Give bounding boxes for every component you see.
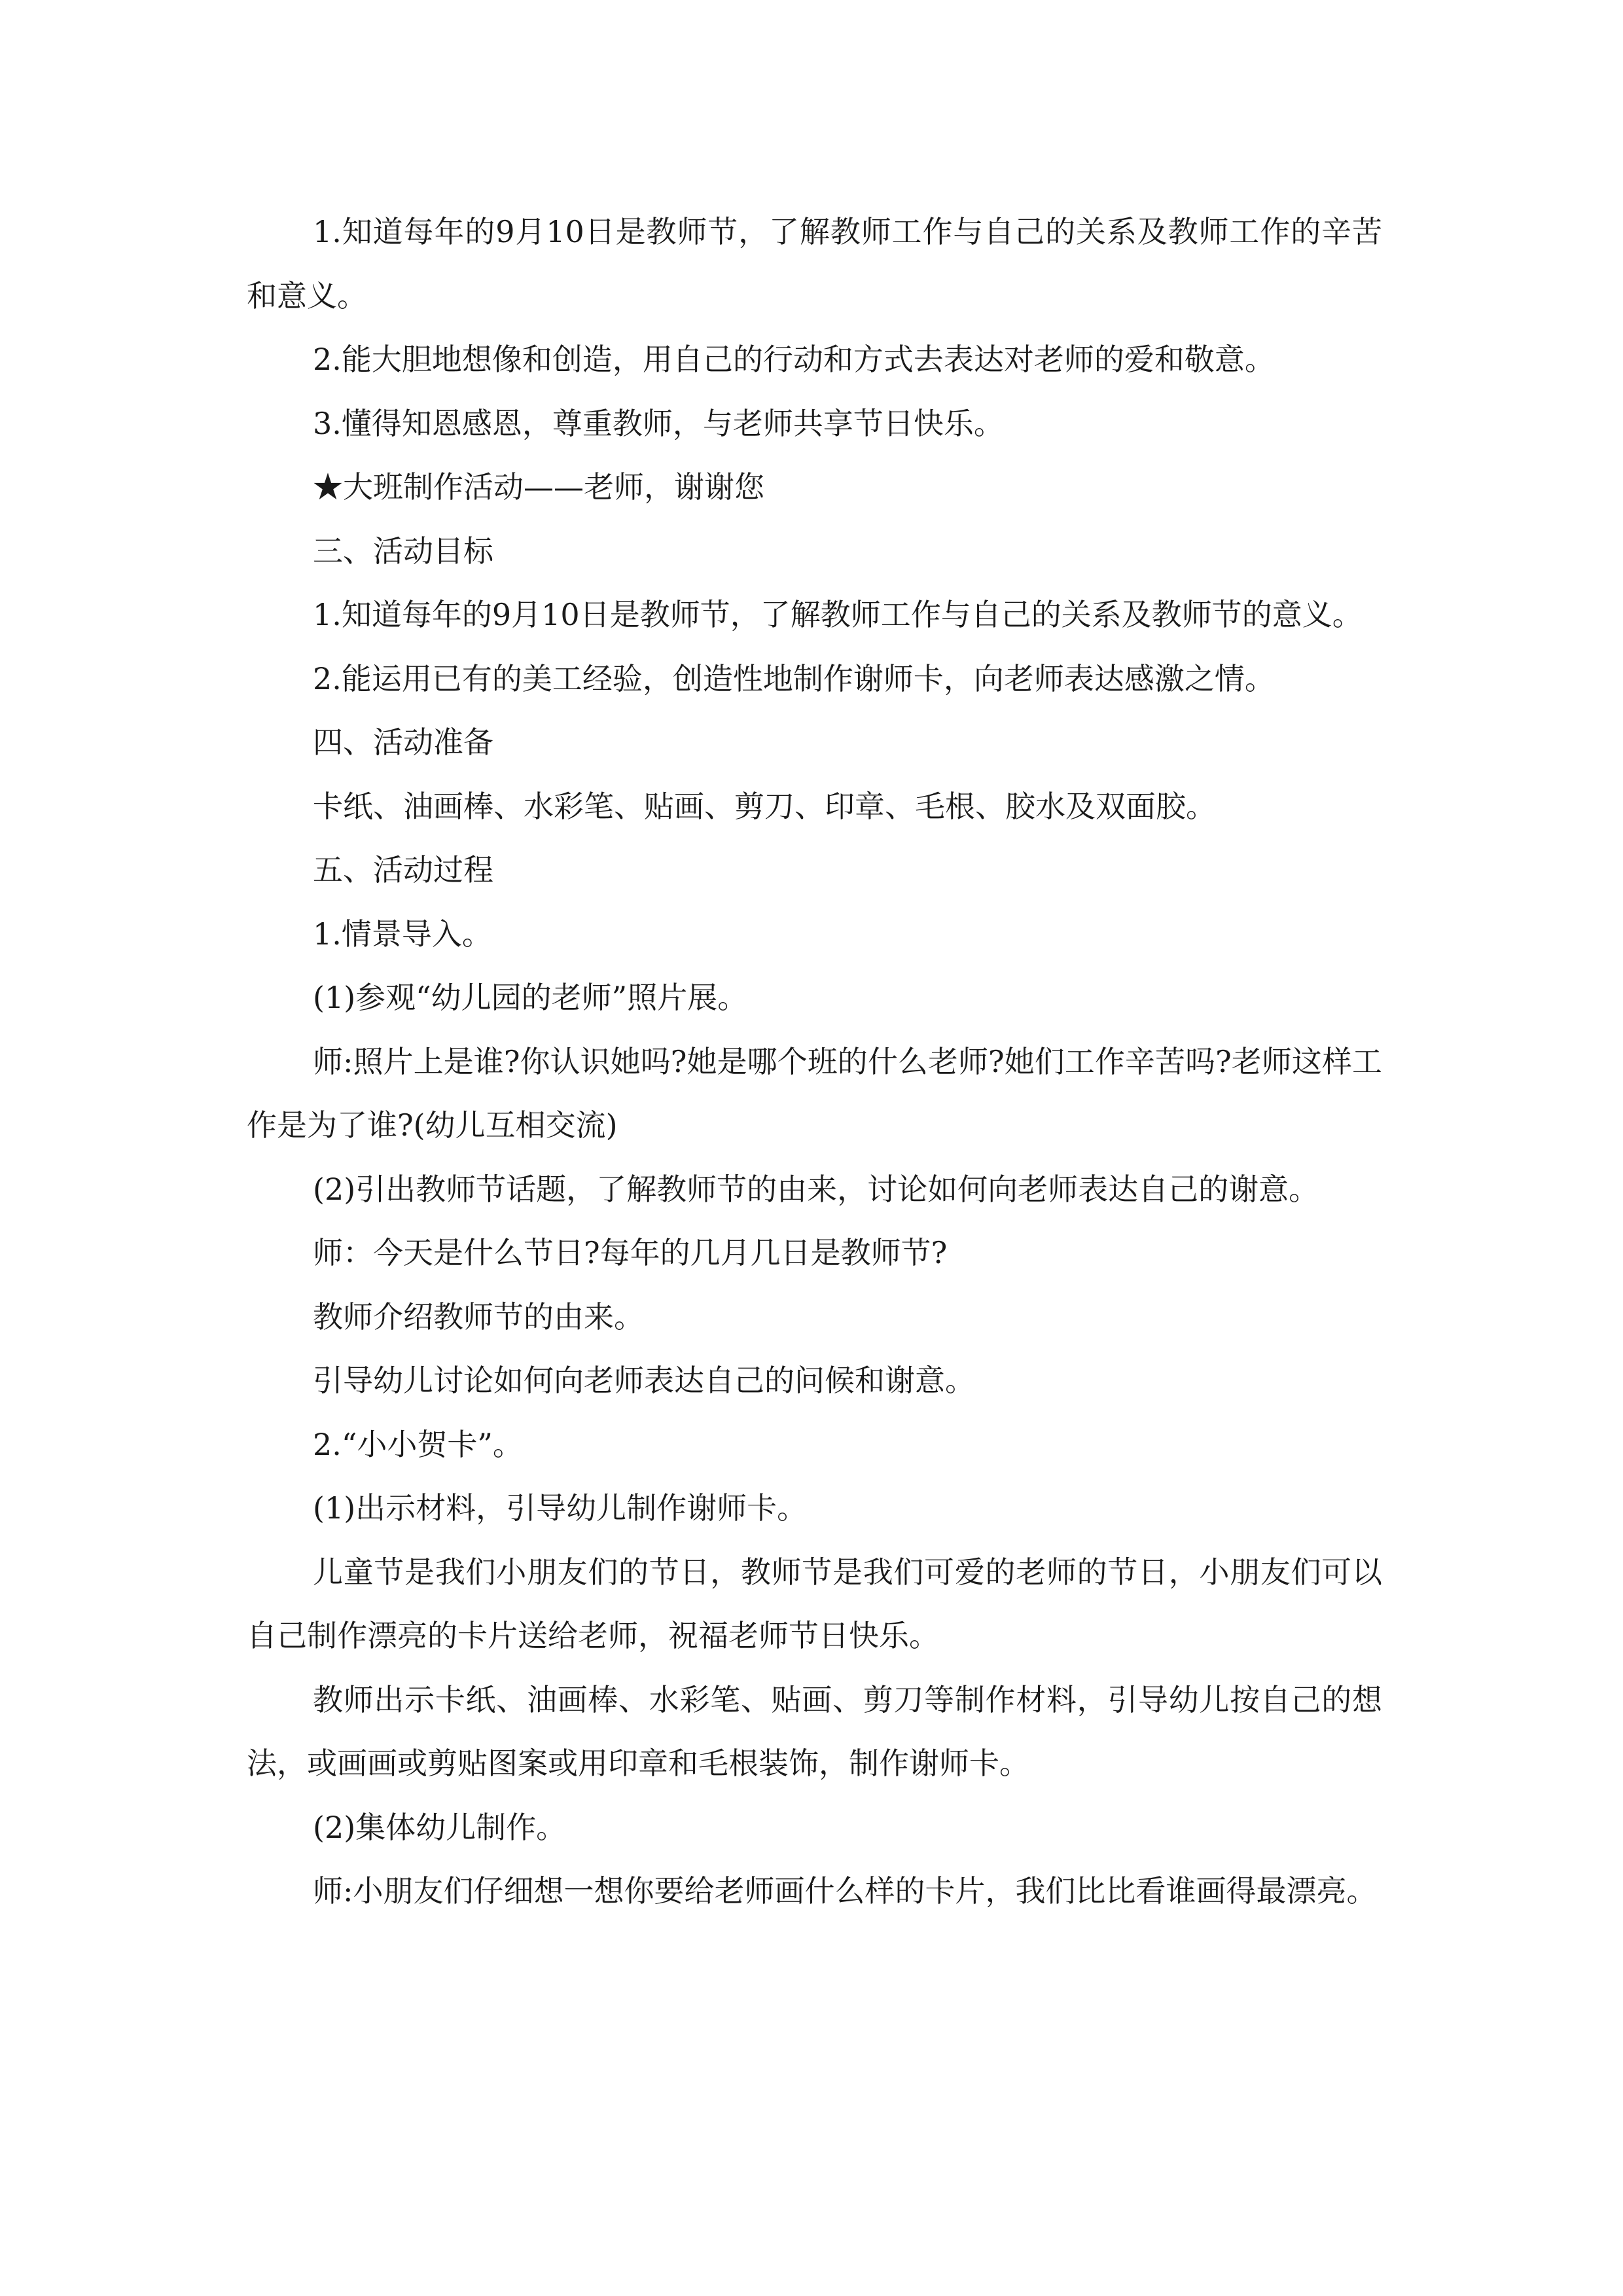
step-2-heading: 2.“小小贺卡”。 — [313, 1426, 523, 1462]
goal-1-paragraph: 1.知道每年的9月10日是教师节，了解教师工作与自己的关系及教师工作的辛苦和意义。 — [247, 214, 1382, 314]
section-heading-goals: 三、活动目标 — [313, 533, 493, 569]
teacher-dialogue-3: 师:小朋友们仔细想一想你要给老师画什么样的卡片，我们比比看谁画得最漂亮。 — [313, 1873, 1377, 1909]
step-2-sub-1: (1)出示材料，引导幼儿制作谢师卡。 — [313, 1490, 808, 1526]
goal-item-2: 2.能运用已有的美工经验，创造性地制作谢师卡，向老师表达感激之情。 — [313, 660, 1275, 696]
step-2-sub-2: (2)集体幼儿制作。 — [313, 1809, 567, 1845]
teacher-dialogue-1: 师:照片上是谁?你认识她吗?她是哪个班的什么老师?她们工作辛苦吗?老师这样工作是为了谁?(幼儿互相交流) — [247, 1043, 1382, 1143]
goal-2-paragraph: 2.能大胆地想像和创造，用自己的行动和方式去表达对老师的爱和敬意。 — [313, 342, 1275, 377]
childrens-day-paragraph: 儿童节是我们小朋友们的节日，教师节是我们可爱的老师的节日，小朋友们可以自己制作漂亮的卡片送给老师，祝福老师节日快乐。 — [247, 1554, 1382, 1653]
document-body — [247, 200, 1382, 1924]
section-heading-preparation: 四、活动准备 — [313, 725, 493, 760]
goal-item-1: 1.知道每年的9月10日是教师节，了解教师工作与自己的关系及教师节的意义。 — [313, 597, 1363, 632]
materials-demo-paragraph: 教师出示卡纸、油画棒、水彩笔、贴画、剪刀等制作材料，引导幼儿按自己的想法，或画画或剪贴图案或用印章和毛根装饰，制作谢师卡。 — [247, 1681, 1382, 1781]
step-1-sub-1: (1)参观“幼儿园的老师”照片展。 — [313, 980, 748, 1015]
teacher-intro-paragraph: 教师介绍教师节的由来。 — [313, 1299, 644, 1335]
section-heading-process: 五、活动过程 — [313, 852, 493, 888]
step-1-sub-2: (2)引出教师节话题，了解教师节的由来，讨论如何向老师表达自己的谢意。 — [313, 1171, 1319, 1207]
guide-discussion-paragraph: 引导幼儿讨论如何向老师表达自己的问候和谢意。 — [313, 1363, 975, 1398]
activity-title: ★大班制作活动——老师，谢谢您 — [313, 469, 764, 505]
goal-3-paragraph: 3.懂得知恩感恩，尊重教师，与老师共享节日快乐。 — [313, 405, 1004, 441]
teacher-dialogue-2: 师：今天是什么节日?每年的几月几日是教师节? — [313, 1235, 948, 1270]
step-1-heading: 1.情景导入。 — [313, 916, 492, 952]
materials-paragraph: 卡纸、油画棒、水彩笔、贴画、剪刀、印章、毛根、胶水及双面胶。 — [313, 788, 1216, 824]
